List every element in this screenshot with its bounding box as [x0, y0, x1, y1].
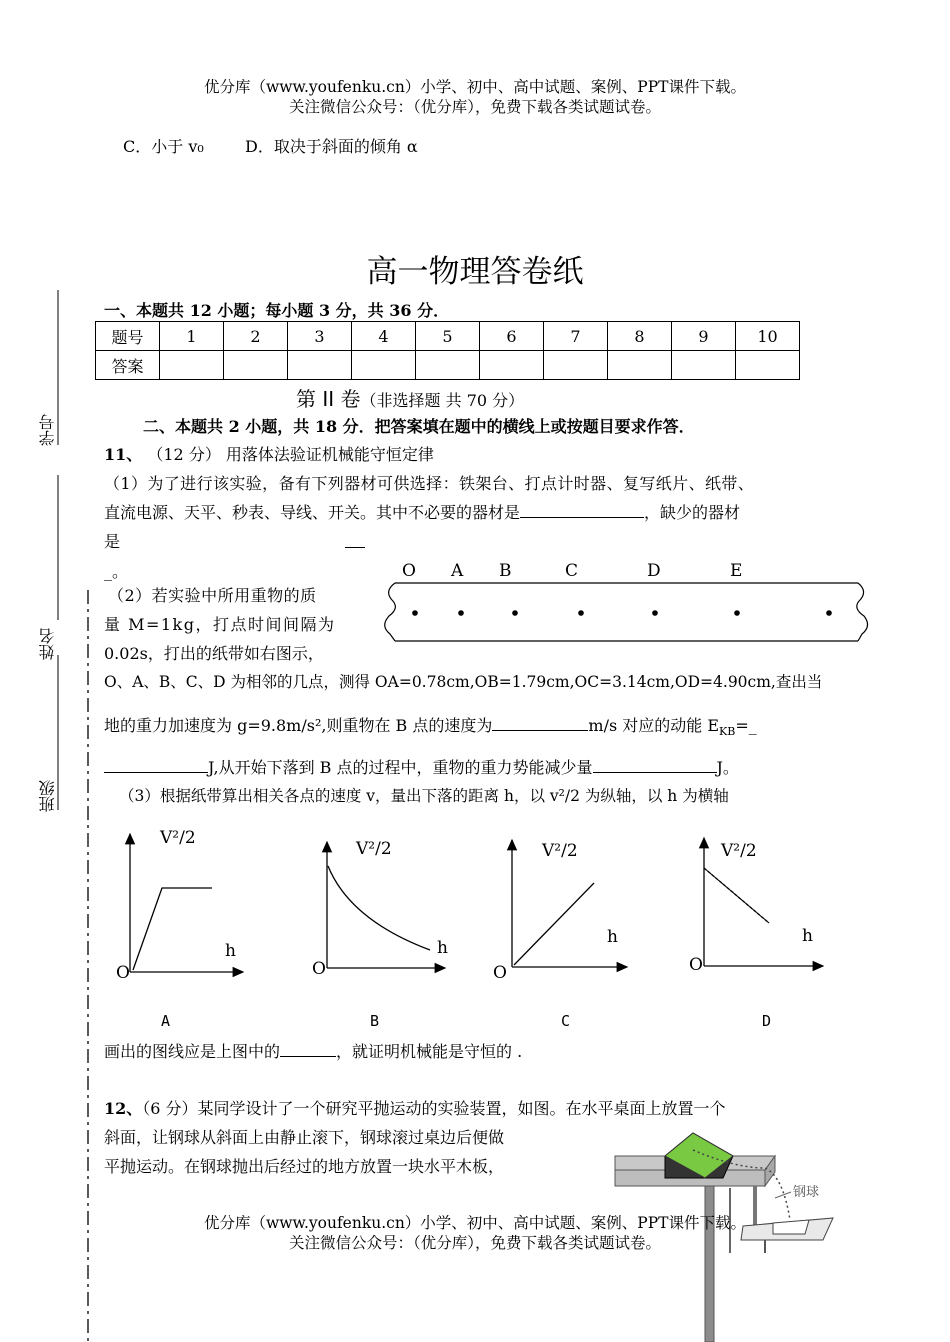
q11-p2-line2: 量 M=1kg，打点时间间隔为 — [104, 615, 336, 634]
graph-d-origin: O — [689, 955, 703, 975]
graph-b-caption: B — [370, 1012, 380, 1030]
graph-a — [116, 828, 243, 1030]
class-label: 班级 — [38, 780, 57, 812]
answer-cell[interactable] — [544, 351, 608, 380]
paper-tape-diagram — [380, 556, 880, 656]
steel-ball-label: 钢球 — [793, 1185, 820, 1200]
number-cell: 7 — [544, 322, 608, 351]
q11-p1-line3: 是 — [104, 532, 121, 551]
tape-dot — [412, 610, 418, 616]
answer-table — [95, 321, 800, 380]
graph-a-ylabel: V²/2 — [160, 828, 196, 848]
q11-answer-b: ，就证明机械能是守恒的 . — [336, 1042, 523, 1061]
tape-label-a: A — [451, 561, 464, 581]
answer-cell[interactable] — [608, 351, 672, 380]
number-cell: 4 — [352, 322, 416, 351]
q12-line2: 斜面，让钢球从斜面上由静止滚下，钢球滚过桌边后便做 — [104, 1128, 505, 1147]
velocity-b-blank[interactable] — [492, 730, 588, 731]
q11-p2-line5a: 地的重力加速度为 g=9.8m/s²,则重物在 B 点的速度为 — [104, 716, 493, 735]
number-cell: 10 — [736, 322, 800, 351]
graph-c-ylabel: V²/2 — [542, 841, 578, 861]
q11-intro: （12 分） 用落体法验证机械能守恒定律 — [147, 445, 434, 464]
tape-label-b: B — [499, 561, 512, 581]
part2-title: 第 II 卷 — [296, 387, 361, 411]
q11-p1-line2 — [104, 500, 740, 523]
answer-cell[interactable] — [224, 351, 288, 380]
answer-cell[interactable] — [288, 351, 352, 380]
q11-answer-a: 画出的图线应是上图中的 — [104, 1042, 281, 1061]
tape-dot — [734, 610, 740, 616]
q11-p2-line6a: J,从开始下落到 B 点的过程中，重物的重力势能减少量 — [208, 758, 593, 777]
q11-p1-line2a: 直流电源、天平、秒表、导线、开关。其中不必要的器材是 — [104, 503, 521, 522]
graph-d — [689, 838, 823, 1030]
answer-cell[interactable] — [736, 351, 800, 380]
q11-p2-line4: O、A、B、C、D 为相邻的几点，测得 OA=0.78cm,OB=1.79cm,OC=3.14cm,OD=4.90cm,查出当 — [104, 673, 823, 691]
potential-energy-blank[interactable] — [593, 772, 717, 773]
q12-number: 12、 — [104, 1099, 143, 1118]
graph-c-xlabel: h — [607, 927, 618, 947]
number-cell: 8 — [608, 322, 672, 351]
graph-d-ylabel: V²/2 — [721, 841, 757, 861]
graph-d-caption: D — [762, 1012, 772, 1030]
graph-b-xlabel: h — [437, 938, 448, 958]
part2-subtitle: （非选择题 共 70 分） — [360, 391, 525, 410]
q11-header — [104, 442, 434, 465]
student-name-label: 姓名 — [38, 628, 57, 660]
footer-line-1: 优分库（www.youfenku.cn）小学、初中、高中试题、案例、PPT课件下载。 — [203, 1214, 747, 1232]
graph-a-caption: A — [161, 1012, 171, 1030]
ekb-subscript: KB — [719, 725, 736, 739]
tape-label-o: O — [402, 561, 416, 581]
q11-p1-line4: _。 — [104, 562, 129, 581]
q11-p2-line3: 0.02s，打出的纸带如右图示， — [104, 644, 324, 663]
graph-b — [312, 839, 448, 1030]
row-label-answers: 答案 — [96, 351, 160, 380]
tape-dot — [826, 610, 832, 616]
tape-dot — [512, 610, 518, 616]
answer-cell[interactable] — [480, 351, 544, 380]
header-line-2: 关注微信公众号：（优分库），免费下载各类试题试卷。 — [288, 98, 661, 116]
graph-a-origin: O — [116, 963, 130, 983]
graph-c — [493, 840, 627, 1030]
table-row-numbers — [96, 322, 800, 351]
graph-b-origin: O — [312, 959, 326, 979]
tape-label-c: C — [565, 561, 579, 581]
answer-cell[interactable] — [160, 351, 224, 380]
tape-dot — [458, 610, 464, 616]
q11-p2-line6b: J。 — [716, 758, 739, 777]
footer-line-2: 关注微信公众号：（优分库），免费下载各类试题试卷。 — [288, 1234, 661, 1252]
answer-cell[interactable] — [416, 351, 480, 380]
q11-answer-line — [104, 1039, 522, 1062]
table-leg — [705, 1186, 714, 1342]
graph-b-ylabel: V²/2 — [356, 839, 392, 859]
graph-d-curve — [704, 868, 769, 923]
q11-p2-line5d: =_ — [735, 716, 757, 735]
number-cell: 5 — [416, 322, 480, 351]
graph-choice-blank[interactable] — [280, 1056, 336, 1057]
graph-a-curve — [133, 888, 212, 970]
table-row-answers — [96, 351, 800, 380]
q11-p1-line1: （1）为了进行该实验，备有下列器材可供选择：铁架台、打点计时器、复写纸片、纸带、 — [104, 474, 755, 493]
q11-p2-line6 — [104, 755, 739, 778]
unnecessary-equipment-blank[interactable] — [520, 517, 644, 518]
graph-options — [100, 820, 840, 1035]
q12-line1 — [104, 1096, 726, 1119]
option-d: D．取决于斜面的倾角 α — [245, 137, 418, 156]
kinetic-energy-blank[interactable] — [104, 772, 208, 773]
section2-heading: 二、本题共 2 小题，共 18 分．把答案填在题中的横线上或按题目要求作答． — [143, 417, 695, 436]
q12-line3: 平抛运动。在钢球抛出后经过的地方放置一块水平木板， — [104, 1157, 505, 1176]
graph-b-curve — [328, 866, 430, 950]
q11-p1-line2b: ，缺少的器材 — [644, 503, 741, 522]
section1-heading: 一、本题共 12 小题；每小题 3 分，共 36 分． — [104, 301, 450, 320]
q11-number: 11、 — [104, 445, 143, 464]
answer-cell[interactable] — [672, 351, 736, 380]
binding-margin — [30, 290, 100, 1342]
graph-c-caption: C — [561, 1012, 571, 1030]
graph-c-origin: O — [493, 963, 507, 983]
tape-dot — [652, 610, 658, 616]
q12-line1-text: （6 分）某同学设计了一个研究平抛运动的实验装置，如图。在水平桌面上放置一个 — [142, 1099, 726, 1118]
tape-dot — [578, 610, 584, 616]
row-label-numbers: 题号 — [96, 322, 160, 351]
number-cell: 2 — [224, 322, 288, 351]
number-cell: 6 — [480, 322, 544, 351]
tape-label-e: E — [730, 561, 743, 581]
q11-p2-line5b: m/s 对应的动能 E — [588, 716, 720, 735]
q11-p3-line1: （3）根据纸带算出相关各点的速度 v，量出下落的距离 h，以 v²/2 为纵轴，以 h 为横轴 — [119, 787, 729, 805]
number-cell: 9 — [672, 322, 736, 351]
answer-cell[interactable] — [352, 351, 416, 380]
q11-p2-line1: （2）若实验中所用重物的质 — [108, 586, 317, 605]
option-c: C．小于 v₀ — [123, 137, 204, 156]
graph-a-xlabel: h — [225, 941, 236, 961]
page-title: 高一物理答卷纸 — [366, 254, 584, 290]
q11-p2-line5 — [104, 713, 757, 738]
missing-equipment-blank[interactable] — [345, 527, 365, 548]
part2-heading — [296, 383, 524, 412]
graph-c-curve — [514, 883, 594, 965]
header-line-1: 优分库（www.youfenku.cn）小学、初中、高中试题、案例、PPT课件下载。 — [203, 78, 747, 96]
number-cell: 1 — [160, 322, 224, 351]
tape-label-d: D — [647, 561, 661, 581]
student-id-label: 学号 — [38, 414, 57, 446]
graph-d-xlabel: h — [802, 926, 813, 946]
number-cell: 3 — [288, 322, 352, 351]
